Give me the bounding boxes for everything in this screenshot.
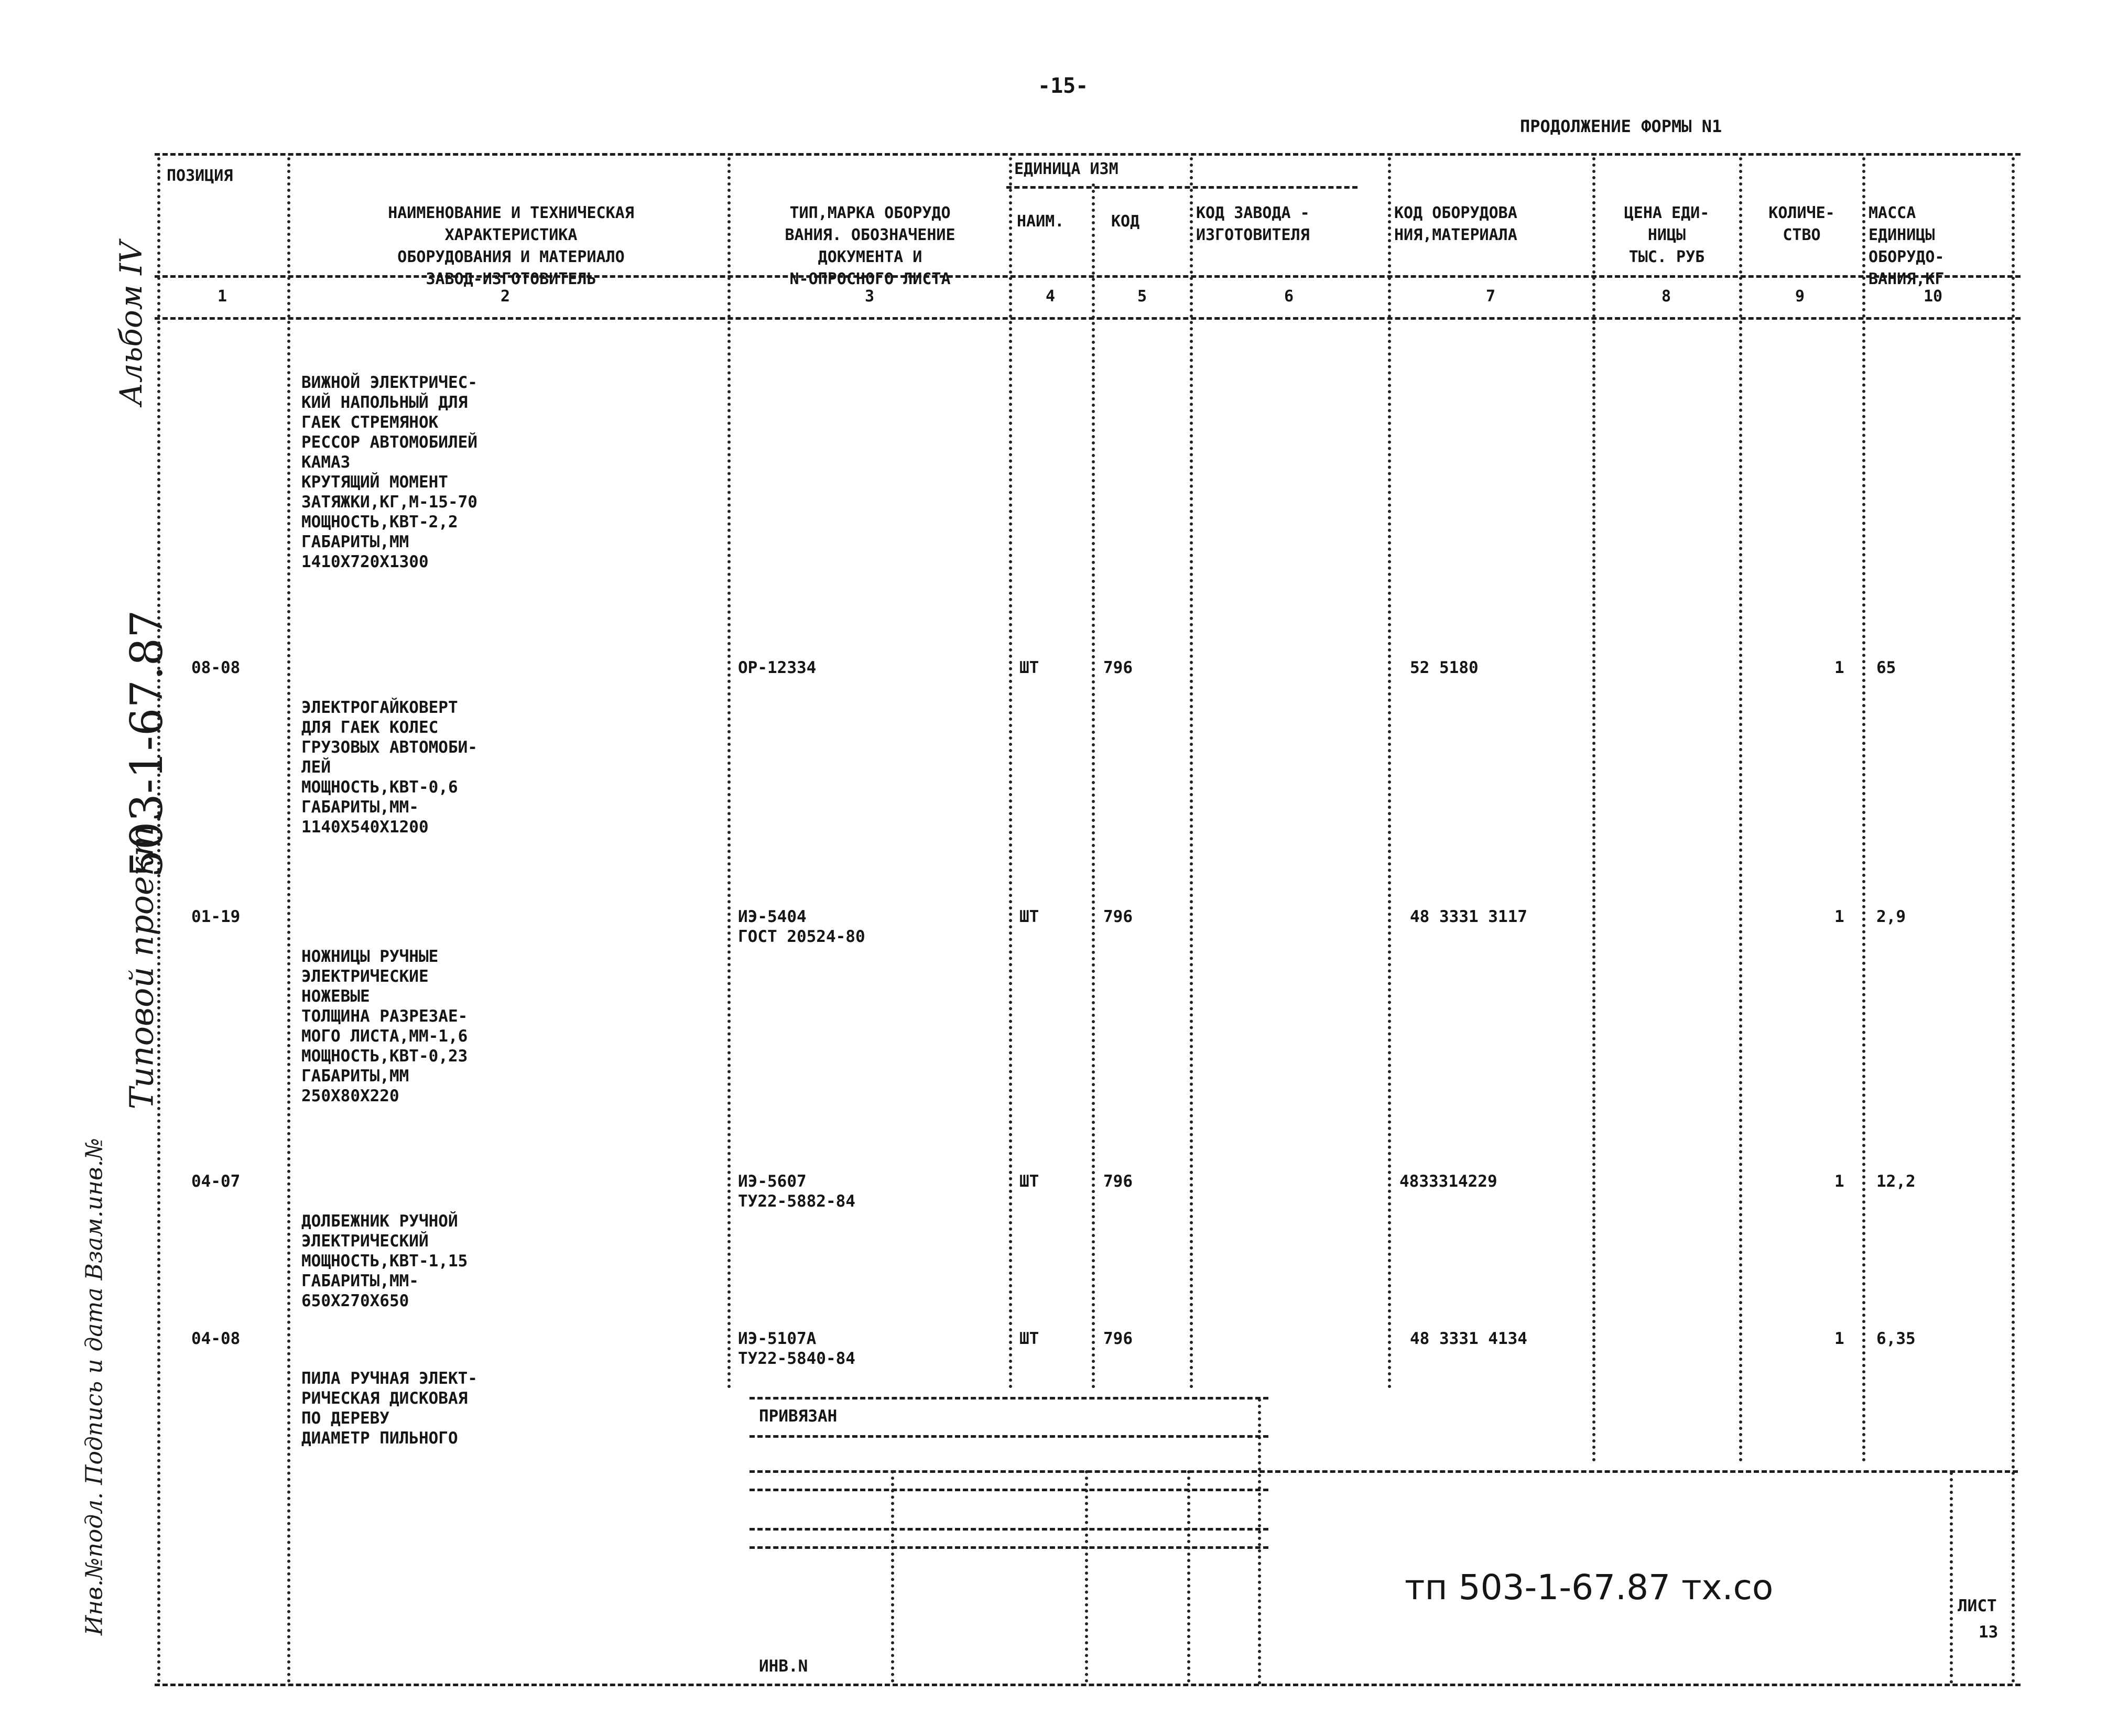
col-sep-3: [1009, 157, 1012, 1389]
header-col8: ЦЕНА ЕДИ- НИЦЫ ТЫС. РУБ: [1624, 204, 1710, 266]
bound-label: ПРИВЯЗАН: [759, 1407, 838, 1426]
unit-cell: ШТ: [1019, 907, 1039, 926]
qty-cell: 1: [1834, 658, 1844, 677]
colnum-6: 6: [1284, 287, 1294, 306]
qty-cell: 1: [1834, 1329, 1844, 1348]
mass-cell: 6,35: [1876, 1329, 1916, 1348]
mass-cell: 12,2: [1876, 1172, 1916, 1191]
colnum-5: 5: [1137, 287, 1147, 306]
stamp-rule-4: [750, 1489, 1268, 1491]
stamp-rule-2: [750, 1435, 1268, 1438]
unit-code-cell: 796: [1103, 658, 1133, 677]
mass-cell: 2,9: [1876, 907, 1906, 926]
col-sep-0: [157, 157, 160, 1684]
col-sep-9: [1862, 157, 1865, 1462]
position-cell: 04-07: [191, 1172, 241, 1191]
header-col7: КОД ОБОРУДОВА НИЯ,МАТЕРИАЛА: [1394, 204, 1517, 244]
sheet-number: 13: [1979, 1623, 1999, 1642]
header-col3: ТИП,МАРКА ОБОРУДО ВАНИЯ. ОБОЗНАЧЕНИЕ ДОКУМЕНТА И N-ОПРОСНОГО ЛИСТА: [785, 204, 955, 288]
col-sep-10: [2012, 157, 2015, 1684]
header-col9: КОЛИЧЕ- СТВО: [1768, 204, 1835, 244]
colnum-7: 7: [1486, 287, 1496, 306]
unit-cell: ШТ: [1019, 658, 1039, 677]
stamp-sub-1: [891, 1470, 894, 1683]
qty-cell: 1: [1834, 1172, 1844, 1191]
header-col2: НАИМЕНОВАНИЕ И ТЕХНИЧЕСКАЯ ХАРАКТЕРИСТИКА ОБОРУДОВАНИЯ И МАТЕРИАЛО ЗАВОД-ИЗГОТОВИТЕЛЬ: [388, 204, 634, 288]
colnum-8: 8: [1661, 287, 1671, 306]
qty-cell: 1: [1834, 907, 1844, 926]
stamp-sub-2: [1085, 1470, 1088, 1683]
unit-code-cell: 796: [1103, 1329, 1133, 1348]
header-col6: КОД ЗАВОДА - ИЗГОТОВИТЕЛЯ: [1196, 204, 1310, 244]
stamp-rule-5: [750, 1528, 1268, 1531]
album-label: Альбом IV: [113, 241, 149, 406]
name-cell: НОЖНИЦЫ РУЧНЫЕ ЭЛЕКТРИЧЕСКИЕ НОЖЕВЫЕ ТОЛЩИНА РАЗРЕЗАЕ- МОГО ЛИСТА,ММ-1,6 МОЩНОСТЬ,КВТ-0,23 ГАБАРИТЫ,ММ 250Х80Х220: [301, 947, 468, 1105]
header-col5: КОД: [1111, 212, 1140, 231]
colnum-9: 9: [1795, 287, 1805, 306]
colnum-10: 10: [1924, 287, 1943, 306]
name-cell: ПИЛА РУЧНАЯ ЭЛЕКТ- РИЧЕСКАЯ ДИСКОВАЯ ПО ДЕРЕВУ ДИАМЕТР ПИЛЬНОГО: [301, 1369, 477, 1448]
col-sep-6: [1388, 157, 1391, 1389]
type-cell: ИЭ-5607 ТУ22-5882-84: [738, 1172, 855, 1211]
mass-cell: 65: [1876, 658, 1896, 677]
header-col4: НАИМ.: [1017, 212, 1065, 231]
equip-code-cell: 48 3331 4134: [1410, 1329, 1527, 1348]
project-label: Типовой проект: [122, 826, 161, 1110]
equip-code-cell: 48 3331 3117: [1410, 907, 1527, 926]
col-sep-5: [1190, 157, 1193, 1389]
position-cell: 04-08: [191, 1329, 241, 1348]
project-code-label: 503-1-67.87: [121, 610, 172, 878]
sheet-box-left: [1950, 1472, 1953, 1684]
col-sep-4: [1092, 183, 1095, 1389]
col-sep-8: [1739, 157, 1742, 1462]
type-cell: ИЭ-5107А ТУ22-5840-84: [738, 1329, 855, 1368]
name-cell: ДОЛБЕЖНИК РУЧНОЙ ЭЛЕКТРИЧЕСКИЙ МОЩНОСТЬ,КВТ-1,15 ГАБАРИТЫ,ММ- 650Х270Х650: [301, 1212, 468, 1310]
position-cell: 08-08: [191, 658, 241, 677]
equip-code-cell: 52 5180: [1410, 658, 1479, 677]
header-unit-top: ЕДИНИЦА ИЗМ: [1014, 160, 1118, 178]
unit-cell: ШТ: [1019, 1329, 1039, 1348]
table-bottom-rule: [155, 1684, 2021, 1686]
type-cell: ИЭ-5404 ГОСТ 20524-80: [738, 907, 865, 946]
continuation-title: ПРОДОЛЖЕНИЕ ФОРМЫ N1: [1520, 116, 1722, 136]
unit-code-cell: 796: [1103, 1172, 1133, 1191]
stamp-bound-right: [1258, 1398, 1261, 1685]
colnum-2: 2: [501, 287, 511, 306]
type-cell: ОР-12334: [738, 658, 817, 677]
colnum-1: 1: [218, 287, 227, 306]
header-col1: ПОЗИЦИЯ: [167, 167, 233, 185]
page-number: -15-: [1038, 74, 1089, 98]
col-sep-1: [287, 157, 290, 1684]
sheet-label: ЛИСТ: [1958, 1597, 1997, 1615]
inv-label: ИНВ.N: [759, 1657, 808, 1676]
name-cell: ЭЛЕКТРОГАЙКОВЕРТ ДЛЯ ГАЕК КОЛЕС ГРУЗОВЫХ АВТОМОБИ- ЛЕЙ МОЩНОСТЬ,КВТ-0,6 ГАБАРИТЫ,ММ- 1140Х540Х1200: [301, 698, 477, 837]
document-code: тп 503-1-67.87 тх.со: [1405, 1567, 1774, 1608]
unit-code-cell: 796: [1103, 907, 1133, 926]
colnum-3: 3: [865, 287, 875, 306]
stamp-rule-3: [750, 1470, 2018, 1473]
position-cell: 01-19: [191, 907, 241, 926]
table-top-rule: [155, 153, 2021, 156]
colnum-4: 4: [1046, 287, 1056, 306]
stamp-top-rule: [750, 1397, 1268, 1399]
unit-split-rule: [1006, 186, 1164, 189]
stamp-rule-6: [750, 1546, 1268, 1549]
col-sep-2: [727, 157, 731, 1389]
col-sep-7: [1592, 157, 1595, 1462]
unit-cell: ШТ: [1019, 1172, 1039, 1191]
equip-code-cell: 4833314229: [1399, 1172, 1497, 1191]
table-row: ВИЖНОЙ ЭЛЕКТРИЧЕС- КИЙ НАПОЛЬНЫЙ ДЛЯ ГАЕК СТРЕМЯНОК РЕССОР АВТОМОБИЛЕЙ КАМАЗ КРУТЯЩИЙ МОМЕНТ ЗАТЯЖКИ,КГ,М-15-70 МОЩНОСТЬ,КВТ-2,2 ГАБАРИТЫ,ММ 1410Х720Х1300: [301, 373, 477, 571]
stamp-sub-3: [1187, 1470, 1190, 1683]
header-col10: МАССА ЕДИНИЦЫ ОБОРУДО- ВАНИЯ,КГ: [1869, 204, 1945, 288]
stamp-side-label: Инв.№подл. Подпись и дата Взам.инв.№: [81, 1137, 108, 1636]
